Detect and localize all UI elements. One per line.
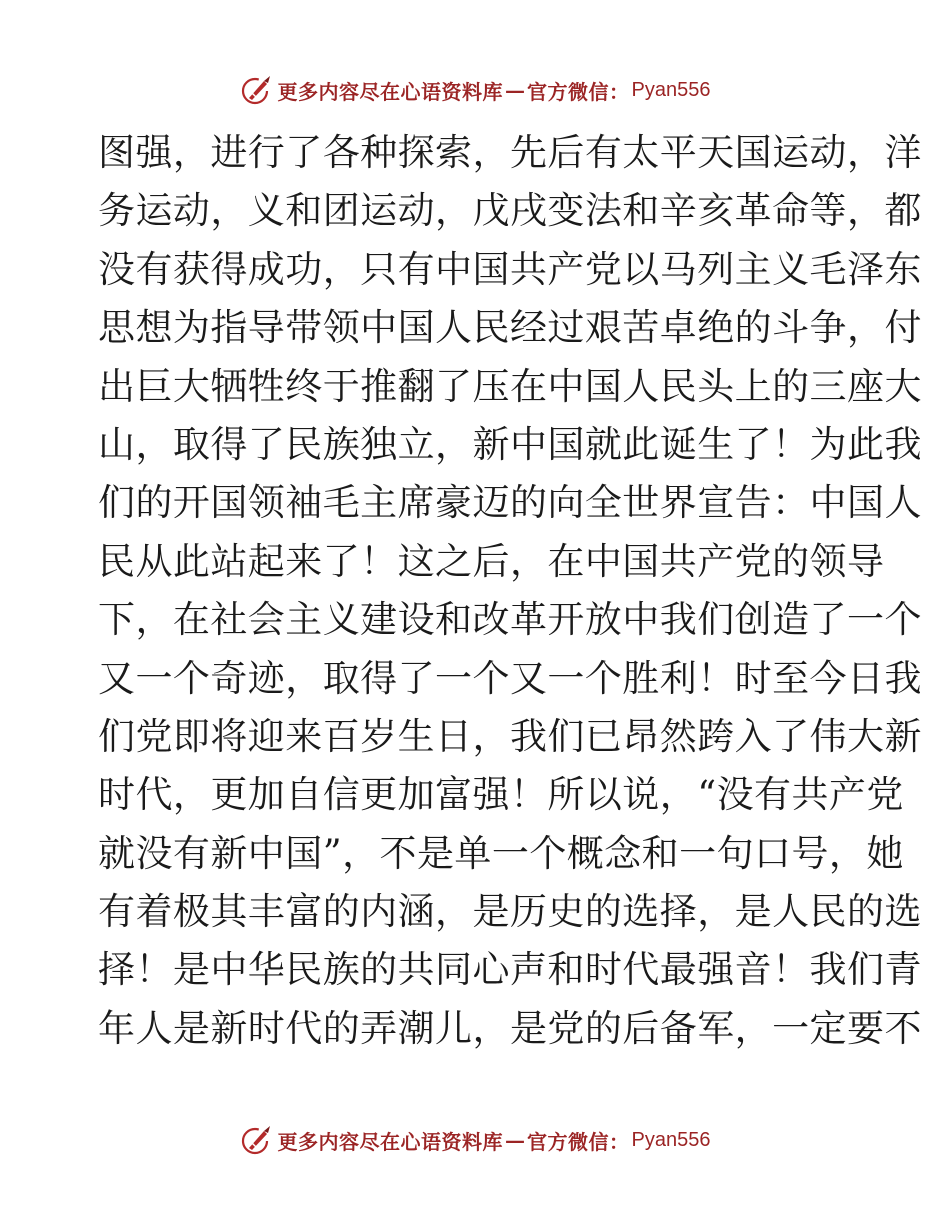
footer-banner (0, 1120, 950, 1160)
body-line: 图强，进行了各种探索，先后有太平天国运动，洋 (98, 131, 922, 174)
body-line: 时代，更加自信更加富强！所以说，“没有共产党 (98, 773, 904, 817)
body-line: 择！是中华民族的共同心声和时代最强音！我们青 (98, 948, 922, 992)
body-line: 务运动，义和团运动，戊戌变法和辛亥革命等，都 (98, 189, 922, 233)
body-line: 又一个奇迹，取得了一个又一个胜利！时至今日我 (98, 656, 922, 700)
body-line: 们的开国领袖毛主席豪迈的向全世界宣告：中国人 (98, 481, 922, 525)
body-line: 思想为指导带领中国人民经过艰苦卓绝的斗争，付 (98, 306, 922, 350)
header-wechat-handle: Pyan556 (631, 78, 711, 101)
document-body (98, 124, 922, 1058)
footer-brand-text: 更多内容尽在心语资料库 (277, 1129, 504, 1154)
body-line: 就没有新中国”，不是单一个概念和一句口号，她 (98, 831, 904, 875)
header-dash: — (505, 78, 526, 102)
body-line: 山，取得了民族独立，新中国就此诞生了！为此我 (98, 422, 922, 466)
body-line: 年人是新时代的弄潮儿，是党的后备军，一定要不 (98, 1006, 922, 1050)
footer-dash: — (505, 1128, 526, 1152)
quill-pen-icon (240, 73, 274, 107)
body-line: 有着极其丰富的内涵，是历史的选择，是人民的选 (98, 890, 922, 934)
quill-pen-icon (240, 1123, 274, 1157)
header-brand-text: 更多内容尽在心语资料库 (277, 79, 504, 104)
footer-wechat-label: 官方微信： (527, 1129, 630, 1154)
body-line: 民从此站起来了！这之后，在中国共产党的领导 (98, 539, 885, 583)
header-wechat-label: 官方微信： (527, 79, 630, 104)
body-line: 们党即将迎来百岁生日，我们已昂然跨入了伟大新 (98, 714, 922, 758)
header-banner (0, 70, 950, 110)
body-line: 出巨大牺牲终于推翻了压在中国人民头上的三座大 (98, 364, 922, 408)
footer-wechat-handle: Pyan556 (631, 1128, 711, 1151)
body-line: 没有获得成功，只有中国共产党以马列主义毛泽东 (98, 247, 922, 291)
body-line: 下，在社会主义建设和改革开放中我们创造了一个 (98, 598, 922, 642)
